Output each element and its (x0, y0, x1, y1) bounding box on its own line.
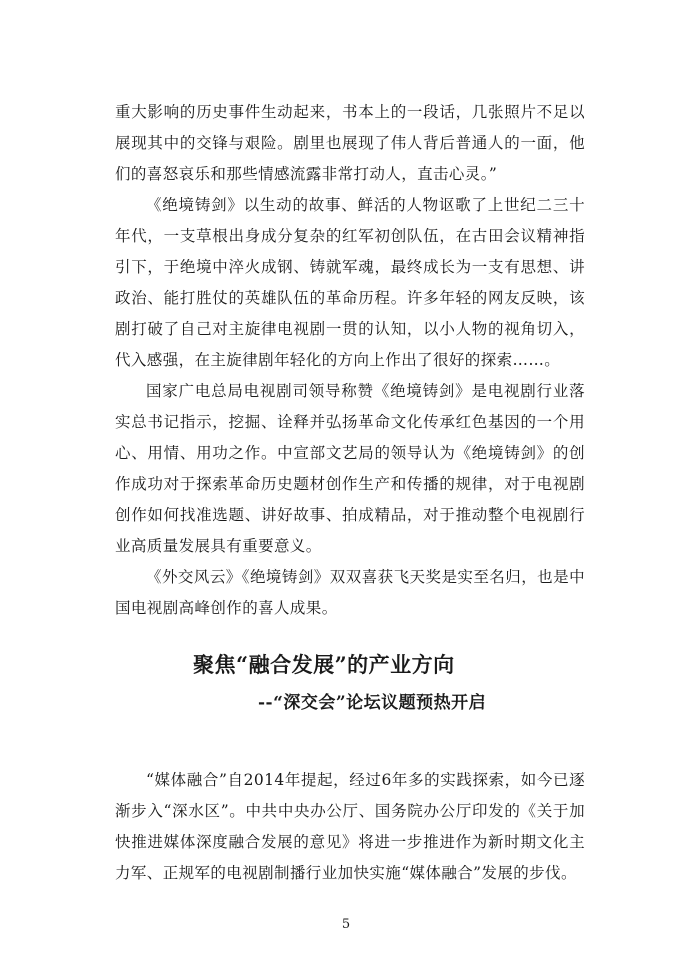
paragraph-broadcast-administration: 国家广电总局电视剧司领导称赞《绝境铸剑》是电视剧行业落实总书记指示，挖掘、诠释并弘扬革命文化传承红色基因的一个用心、用情、用功之作。中宣部文艺局的领导认为《绝境铸剑》的创作成功对于探索革命历史题材创作生产和传播的规律，对于电视剧创作如何找准选题、讲好故事、拍成精品，对于推动整个电视剧行业高质量发展具有重要意义。 (115, 382, 585, 555)
paragraph-media-fusion: “媒体融合”自2014年提起，经过6年多的实践探索，如今已逐渐步入“深水区”。中共中央办公厅、国务院办公厅印发的《关于加快推进媒体深度融合发展的意见》将进一步推进作为新时期文化主力军、正规军的电视剧制播行业加快实施“媒体融合”发展的步伐。 (115, 771, 585, 882)
paragraph-feitian-award: 《外交风云》《绝境铸剑》双双喜获飞天奖是实至名归，也是中国电视剧高峰创作的喜人成果。 (115, 568, 585, 617)
top-text-block (115, 97, 585, 624)
paragraph-jue-jing-zhu-jian: 《绝境铸剑》以生动的故事、鲜活的人物讴歌了上世纪二三十年代，一支草根出身成分复杂的红军初创队伍，在古田会议精神指引下，于绝境中淬火成钢、铸就军魂，最终成长为一支有思想、讲政治、能打胜仗的英雄队伍的革命历程。许多年轻的网友反映，该剧打破了自己对主旋律电视剧一贯的认知，以小人物的视角切入，代入感强，在主旋律剧年轻化的方向上作出了很好的探索……。 (115, 196, 585, 369)
article-subtitle: --“深交会”论坛议题预热开启 (258, 693, 487, 713)
article-text-block (115, 765, 585, 889)
paragraph-continuation: 重大影响的历史事件生动起来，书本上的一段话，几张照片不足以展现其中的交锋与艰险。剧里也展现了伟人背后普通人的一面，他们的喜怒哀乐和那些情感流露非常打动人，直击心灵。” (115, 103, 585, 183)
article-title: 聚焦“融合发展”的产业方向 (193, 652, 455, 677)
page-number: 5 (341, 917, 351, 932)
